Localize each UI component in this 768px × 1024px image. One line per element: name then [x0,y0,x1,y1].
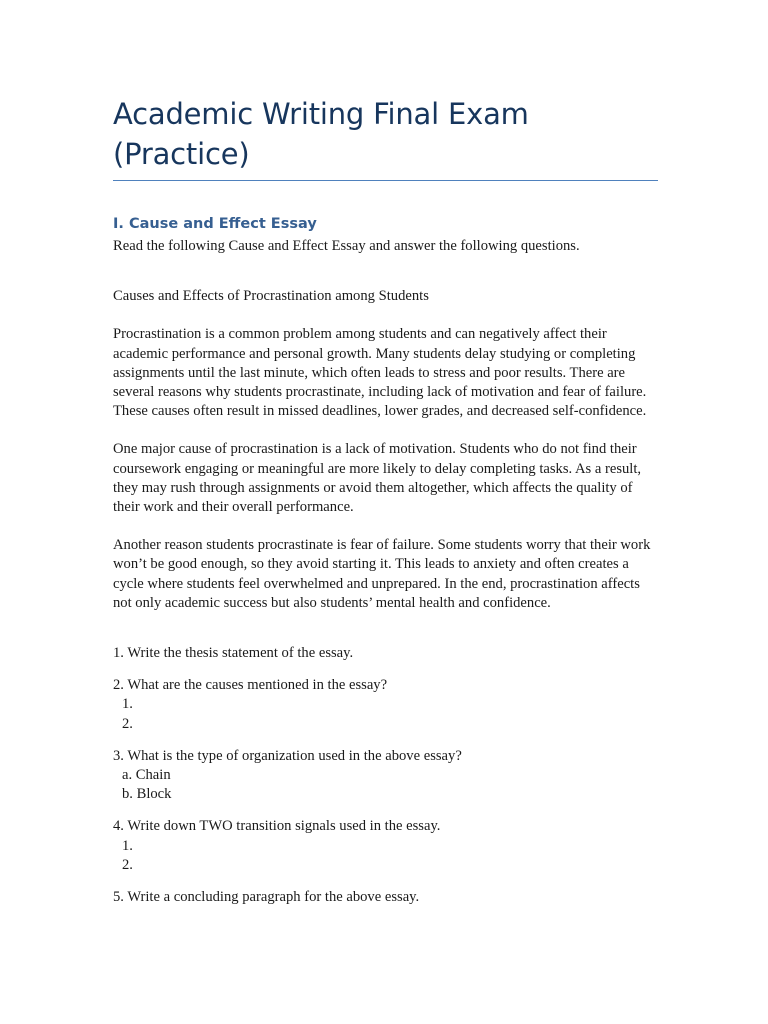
question-4 [113,817,658,875]
question-3 [113,747,658,805]
question-2 [113,676,658,734]
question-list [113,644,658,907]
section-heading: I. Cause and Effect Essay [113,216,317,232]
question-text: 1. Write the thesis statement of the essay. [113,645,354,662]
title-divider [113,180,658,181]
answer-option: a. Chain [122,767,171,784]
question-text: 4. Write down TWO transition signals used in the essay. [113,818,441,835]
section-instruction: Read the following Cause and Effect Essay and answer the following questions. [113,238,580,254]
essay-paragraph-3: Another reason students procrastinate is fear of failure. Some students worry that their work won’t be good enough, so they avoid starting it. This leads to anxiety and often creates a cycle where students feel overwhelmed and unprepared. In the end, procrastination affects not only academic success but also students’ mental health and confidence. [113,537,651,611]
answer-item: 1. [122,696,133,713]
answer-item: 1. [122,837,133,854]
essay-title: Causes and Effects of Procrastination among Students [113,288,429,305]
document-title: Academic Writing Final Exam (Practice) [113,97,529,171]
document-page [113,94,658,907]
answer-item: 2. [122,856,133,873]
question-text: 5. Write a concluding paragraph for the above essay. [113,889,420,906]
essay-paragraph-2: One major cause of procrastination is a lack of motivation. Students who do not find their coursework engaging or meaningful are more likely to delay completing tasks. As a result, they may rush through assignments or avoid them altogether, which affects the quality of their work and their overall performance. [113,441,642,516]
answer-item: 2. [122,715,133,732]
question-5 [113,888,658,907]
question-text: 3. What is the type of organization used in the above essay? [113,747,462,764]
question-text: 2. What are the causes mentioned in the essay? [113,677,388,694]
essay-paragraph-1: Procrastination is a common problem among students and can negatively affect their academic performance and personal growth. Many students delay studying or completing assignments until the last minute, which often leads to stress and poor results. There are several reasons why students procrastinate, including lack of motivation and fear of failure. These causes often result in missed deadlines, lower grades, and decreased self-confidence. [113,326,647,420]
question-1 [113,644,658,663]
answer-option: b. Block [122,786,172,803]
